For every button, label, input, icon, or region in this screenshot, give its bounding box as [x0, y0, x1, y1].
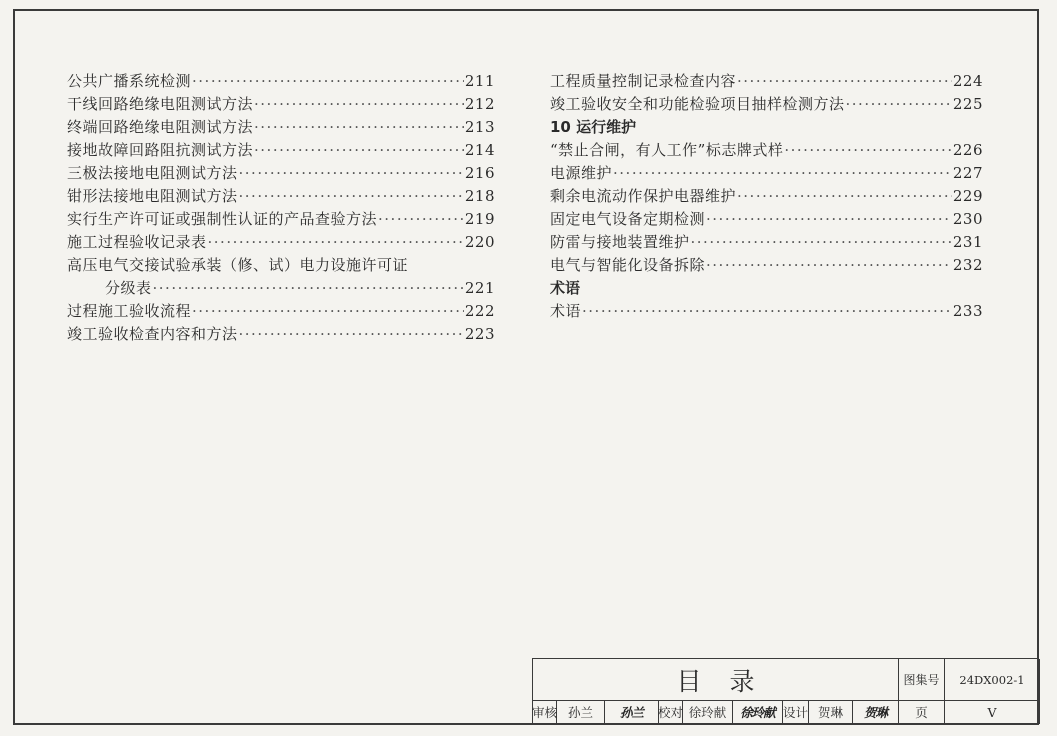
toc-left-column [67, 70, 495, 346]
title-block-main-title [533, 659, 899, 701]
toc-entry[interactable]: 三极法接地电阻测试方法 ····· 216 [67, 162, 495, 185]
check-label: 校对 [659, 701, 683, 724]
atlas-number: 24DX002-1 [945, 659, 1040, 701]
page-number: V [945, 701, 1040, 724]
toc-entry[interactable]: 施工过程验收记录表 ····· 220 [67, 231, 495, 254]
toc-entry[interactable]: 电气与智能化设备拆除 ····· 232 [550, 254, 983, 277]
toc-entry[interactable]: 电源维护 ····· 227 [550, 162, 983, 185]
reviewer-signature: 孙兰 [605, 701, 659, 724]
toc-entry[interactable]: 接地故障回路阻抗测试方法 ····· 214 [67, 139, 495, 162]
toc-entry[interactable]: 钳形法接地电阻测试方法 ····· 218 [67, 185, 495, 208]
toc-entry[interactable]: 工程质量控制记录检查内容 ····· 224 [550, 70, 983, 93]
toc-entry[interactable]: 公共广播系统检测 ····· 211 [67, 70, 495, 93]
toc-entry[interactable]: 竣工验收检查内容和方法 ····· 223 [67, 323, 495, 346]
design-label: 设计 [783, 701, 809, 724]
section-heading-glossary: 术语 [550, 279, 581, 297]
title-block [532, 658, 1039, 725]
atlas-label: 图集号 [899, 659, 945, 701]
toc-entry[interactable]: 终端回路绝缘电阻测试方法 ····· 213 [67, 116, 495, 139]
checker-name: 徐玲献 [683, 701, 733, 724]
designer-signature: 贺琳 [853, 701, 899, 724]
toc-entry-line1[interactable]: 高压电气交接试验承装（修、试）电力设施许可证 [67, 256, 409, 274]
page-title: 目录 [676, 666, 783, 696]
page-label: 页 [899, 701, 945, 724]
designer-name: 贺琳 [809, 701, 853, 724]
toc-entry[interactable]: 固定电气设备定期检测 ····· 230 [550, 208, 983, 231]
toc-right-column [550, 70, 983, 323]
toc-entry[interactable]: 干线回路绝缘电阻测试方法 ····· 212 [67, 93, 495, 116]
toc-entry[interactable]: 过程施工验收流程 ····· 222 [67, 300, 495, 323]
section-heading-operation-maintenance: 10 运行维护 [550, 118, 637, 136]
toc-entry[interactable]: 术语 ····· 233 [550, 300, 983, 323]
toc-entry-continuation[interactable]: 分级表 ····· 221 [67, 277, 495, 300]
checker-signature: 徐玲献 [733, 701, 783, 724]
review-label: 审核 [533, 701, 557, 724]
toc-entry[interactable]: 防雷与接地装置维护 ····· 231 [550, 231, 983, 254]
toc-entry[interactable]: “禁止合闸，有人工作”标志牌式样 ····· 226 [550, 139, 983, 162]
toc-entry[interactable]: 竣工验收安全和功能检验项目抽样检测方法 ····· 225 [550, 93, 983, 116]
toc-entry[interactable]: 剩余电流动作保护电器维护 ····· 229 [550, 185, 983, 208]
reviewer-name: 孙兰 [557, 701, 605, 724]
toc-entry[interactable]: 实行生产许可证或强制性认证的产品查验方法 ····· 219 [67, 208, 495, 231]
